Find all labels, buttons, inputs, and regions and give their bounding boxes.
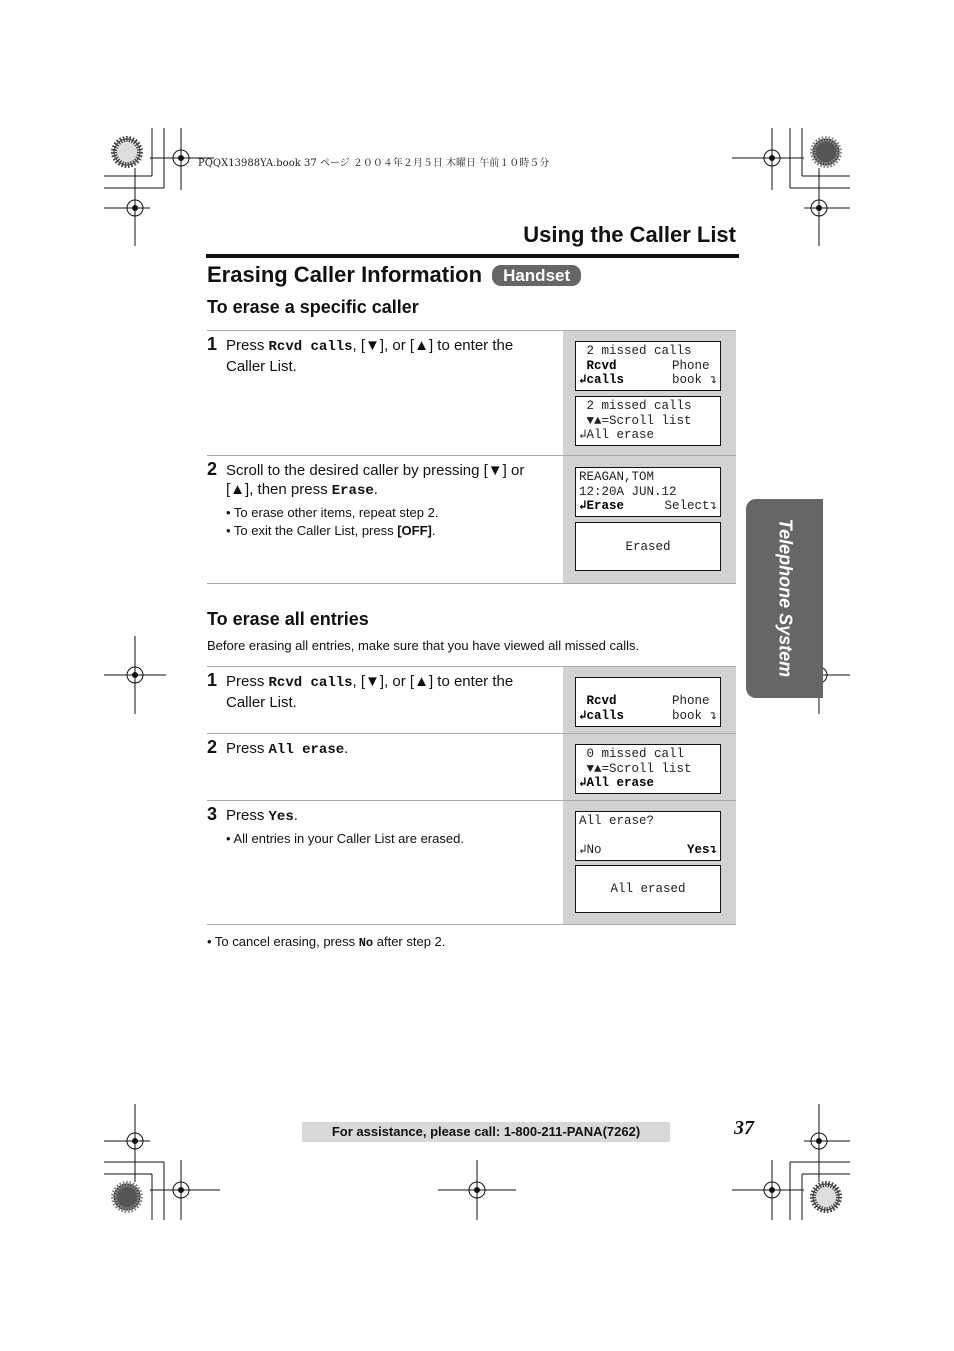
footnote: • To cancel erasing, press No after step 2.: [207, 934, 446, 950]
down-key: ▼: [365, 337, 380, 354]
page-number: 37: [734, 1117, 754, 1139]
all-steps: [207, 666, 736, 925]
specific-step-2: [207, 456, 736, 584]
off-key: [OFF]: [397, 523, 432, 538]
all-step-1: [207, 666, 736, 734]
key-rcvd-calls: Rcvd calls: [268, 339, 353, 355]
lcd-display-6: 0 missed call ▼▲=Scroll list ↲All erase: [575, 744, 721, 794]
lcd-display-4: Erased: [575, 522, 721, 571]
lcd-display-5: Rcvd Phone ↲calls book ↴: [575, 677, 721, 727]
bullet-exit: • To exit the Caller List, press [OFF].: [226, 523, 436, 538]
intro-text: Before erasing all entries, make sure that you have viewed all missed calls.: [207, 638, 640, 653]
page-title: Using the Caller List: [523, 222, 736, 247]
step-number: 2: [207, 737, 218, 757]
bullet-erased: • All entries in your Caller List are erased.: [226, 831, 464, 846]
step-text: Scroll to the desired caller by pressing [▼] or [▲], then press Erase. • To erase other items, repeat step 2. • To exit the Caller List, press [OFF].: [226, 461, 552, 540]
lcd-display-3: REAGAN,TOM 12:20A JUN.12 ↲Erase Select↴: [575, 467, 721, 517]
step-number: 2: [207, 459, 218, 479]
lcd-display-7: All erase? ↲No Yes↴: [575, 811, 721, 861]
step-text: Press Rcvd calls, [▼], or [▲] to enter the Caller List.: [226, 337, 514, 375]
assistance-banner: For assistance, please call: 1-800-211-PANA(7262): [302, 1122, 670, 1142]
subtitle-specific: To erase a specific caller: [207, 297, 419, 317]
key-all-erase: All erase: [268, 742, 345, 758]
step-text: Press Yes. • All entries in your Caller List are erased.: [226, 806, 552, 848]
lcd-display-8: All erased: [575, 865, 721, 913]
step-number: 1: [207, 334, 218, 354]
bullet-repeat: • To erase other items, repeat step 2.: [226, 505, 439, 520]
lcd-display-2: 2 missed calls ▼▲=Scroll list ↲All erase: [575, 396, 721, 446]
specific-step-1: [207, 330, 736, 456]
step-number: 3: [207, 804, 218, 824]
key-yes: Yes: [268, 809, 294, 825]
handset-badge: Handset: [492, 265, 581, 286]
step-text: Press All erase.: [226, 740, 349, 758]
step-number: 1: [207, 670, 218, 690]
specific-steps: [207, 330, 736, 584]
key-erase: Erase: [331, 483, 374, 499]
step-text: Press Rcvd calls, [▼], or [▲] to enter the Caller List.: [226, 673, 514, 711]
all-step-2: [207, 734, 736, 801]
subtitle-all: To erase all entries: [207, 609, 369, 629]
lcd-display-1: 2 missed calls Rcvd Phone ↲calls book ↴: [575, 341, 721, 391]
file-header: PQQX13988YA.book 37 ページ ２００４年２月５日 木曜日 午前１０時５分: [198, 158, 550, 169]
up-key: ▲: [414, 337, 429, 354]
side-tab-label: Telephone System: [775, 518, 796, 678]
section-title-text: Erasing Caller Information: [207, 262, 483, 287]
section-title: [207, 262, 581, 288]
all-step-3: [207, 801, 736, 925]
title-rule: [206, 254, 739, 258]
key-no: No: [358, 936, 374, 950]
